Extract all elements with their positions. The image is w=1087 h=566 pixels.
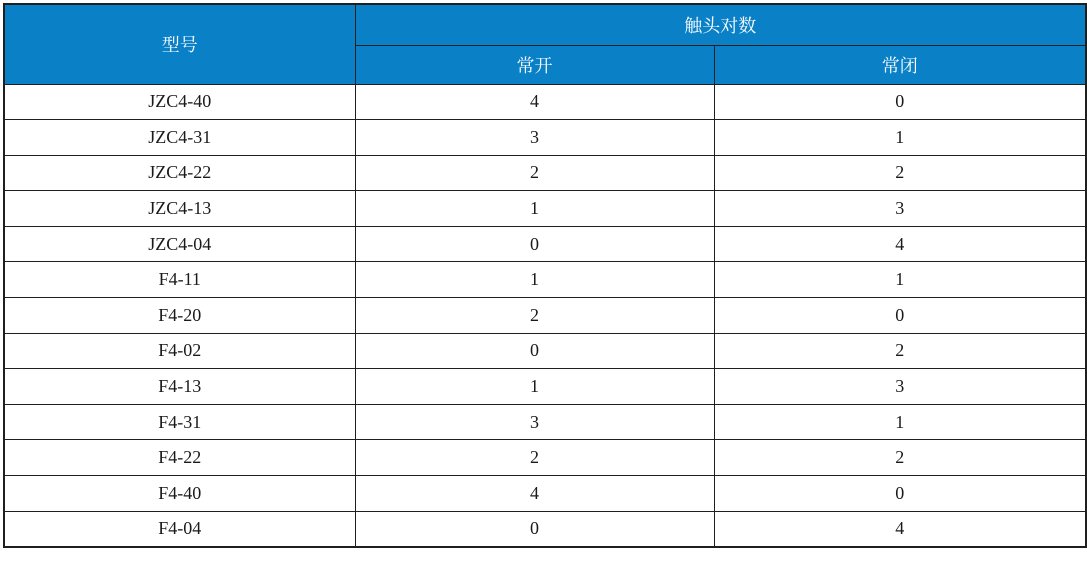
table-row [4, 440, 1086, 476]
table-row [4, 84, 1086, 120]
model-cell: F4-40 [4, 476, 355, 512]
normally-open-cell: 1 [355, 191, 714, 227]
normally-open-cell: 4 [355, 476, 714, 512]
table-row [4, 262, 1086, 298]
normally-closed-cell: 0 [714, 84, 1086, 120]
table-row [4, 155, 1086, 191]
header-row-group [4, 4, 1086, 45]
model-cell: JZC4-22 [4, 155, 355, 191]
normally-open-cell: 2 [355, 298, 714, 334]
table-row [4, 333, 1086, 369]
normally-open-cell: 0 [355, 226, 714, 262]
normally-open-cell: 3 [355, 404, 714, 440]
normally-closed-cell: 1 [714, 120, 1086, 156]
normally-open-cell: 2 [355, 155, 714, 191]
table-row [4, 298, 1086, 334]
normally-closed-cell: 2 [714, 333, 1086, 369]
normally-closed-cell: 3 [714, 191, 1086, 227]
normally-closed-cell: 0 [714, 476, 1086, 512]
normally-open-cell: 2 [355, 440, 714, 476]
model-cell: F4-22 [4, 440, 355, 476]
model-cell: JZC4-31 [4, 120, 355, 156]
column-header-model: 型号 [4, 4, 355, 84]
model-cell: F4-11 [4, 262, 355, 298]
model-cell: F4-02 [4, 333, 355, 369]
model-cell: JZC4-13 [4, 191, 355, 227]
table-row [4, 404, 1086, 440]
normally-closed-cell: 4 [714, 226, 1086, 262]
table-row [4, 226, 1086, 262]
table-row [4, 511, 1086, 547]
table-row [4, 191, 1086, 227]
model-cell: JZC4-04 [4, 226, 355, 262]
contact-pairs-table [3, 3, 1087, 548]
table-row [4, 120, 1086, 156]
model-cell: F4-31 [4, 404, 355, 440]
normally-closed-cell: 0 [714, 298, 1086, 334]
column-header-normally-closed: 常闭 [714, 45, 1086, 84]
normally-closed-cell: 2 [714, 155, 1086, 191]
table-row [4, 476, 1086, 512]
model-cell: F4-04 [4, 511, 355, 547]
table-row [4, 369, 1086, 405]
normally-open-cell: 4 [355, 84, 714, 120]
model-cell: JZC4-40 [4, 84, 355, 120]
normally-closed-cell: 3 [714, 369, 1086, 405]
normally-open-cell: 1 [355, 262, 714, 298]
table-body [4, 84, 1086, 547]
normally-open-cell: 1 [355, 369, 714, 405]
normally-open-cell: 0 [355, 333, 714, 369]
normally-closed-cell: 1 [714, 262, 1086, 298]
model-cell: F4-20 [4, 298, 355, 334]
column-header-normally-open: 常开 [355, 45, 714, 84]
normally-open-cell: 3 [355, 120, 714, 156]
column-header-contact-pairs-group: 触头对数 [355, 4, 1086, 45]
normally-closed-cell: 2 [714, 440, 1086, 476]
table-header [4, 4, 1086, 84]
model-cell: F4-13 [4, 369, 355, 405]
normally-closed-cell: 1 [714, 404, 1086, 440]
normally-closed-cell: 4 [714, 511, 1086, 547]
normally-open-cell: 0 [355, 511, 714, 547]
